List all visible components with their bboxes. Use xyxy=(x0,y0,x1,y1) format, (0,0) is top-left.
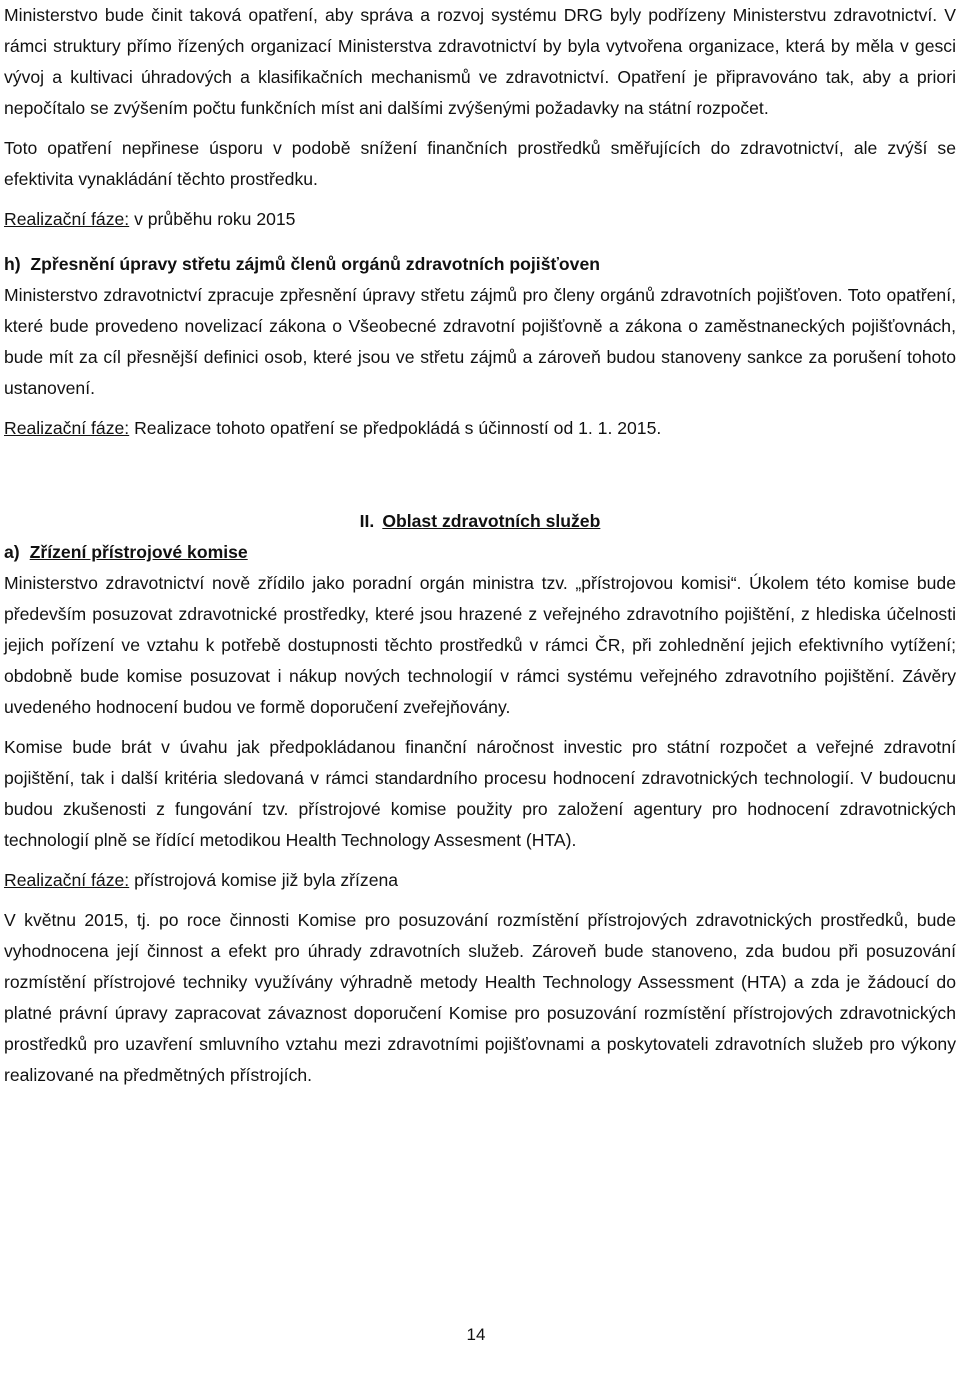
heading-h-label: h) xyxy=(4,254,21,274)
paragraph-evaluation: V květnu 2015, tj. po roce činnosti Komise pro posuzování rozmístění přístrojových zdravotnických prostředků, bude vyhodnocena její činnost a efekt pro úhrady zdravotních služeb. Zároveň bude stanoveno, zda budou při posuzování rozmístění přístrojové techniky využívány výhradně metody Health Technology Assessment (HTA) a zda je žádoucí do platné právní úpravy zapracovat závaznost doporučení Komise pro posuzování rozmístění přístrojových zdravotnických prostředků pro uzavření smluvního vztahu mezi zdravotními pojišťovnami a poskytovateli zdravotních služeb pro výkony realizované na předmětných přístrojích. xyxy=(4,910,956,1085)
phase-label: Realizační fáze: xyxy=(4,209,130,229)
phase-text: v průběhu roku 2015 xyxy=(129,209,296,229)
phase-line-1 xyxy=(4,204,956,235)
paragraph-hta: Komise bude brát v úvahu jak předpokládanou finanční náročnost investic pro státní rozpočet a veřejné zdravotní pojištění, tak i další kritéria sledovaná v rámci standardního procesu hodnocení zdravotnických technologií. V budoucnu budou zkušenosti z fungování tzv. přístrojové komise použity pro založení agentury pro hodnocení zdravotnických technologií plně se řídící metodikou Health Technology Assesment (HTA). xyxy=(4,737,956,850)
heading-h xyxy=(4,249,956,280)
phase-line-3 xyxy=(4,865,956,896)
paragraph-conflict-of-interest: Ministerstvo zdravotnictví zpracuje zpřesnění úpravy střetu zájmů pro členy orgánů zdravotních pojišťoven. Toto opatření, které bude provedeno novelizací zákona o Všeobecné zdravotní pojišťovně a zákona o zaměstnaneckých pojišťovnách, bude mít za cíl přesnější definici osob, které jsou ve střetu zájmů a zároveň budou stanoveny sankce za porušení tohoto ustanovení. xyxy=(4,285,956,398)
phase-text: Realizace tohoto opatření se předpokládá s účinností od 1. 1. 2015. xyxy=(129,418,662,438)
section-title-text: Oblast zdravotních služeb xyxy=(382,511,601,531)
section-title xyxy=(4,506,956,537)
paragraph-efficiency: Toto opatření nepřinese úsporu v podobě snížení finančních prostředků směřujících do zdravotnictví, ale zvýší se efektivita vynakládání těchto prostředku. xyxy=(4,138,956,189)
heading-h-text: Zpřesnění úpravy střetu zájmů členů orgánů zdravotních pojišťoven xyxy=(30,254,600,274)
document-page xyxy=(4,0,956,1373)
phase-line-2 xyxy=(4,413,956,444)
page-number: 14 xyxy=(466,1325,486,1344)
paragraph-commission: Ministerstvo zdravotnictví nově zřídilo jako poradní orgán ministra tzv. „přístrojovou komisi“. Úkolem této komise bude především posuzovat zdravotnické prostředky, které jsou hrazené z veřejného zdravotního pojištění, z hlediska účelnosti jejich pořízení ve vztahu k potřebě dostupnosti těchto prostředků v rámci ČR, při zohlednění jejich efektivního vytížení; obdobně bude komise posuzovat i nákup nových technologií v rámci systému veřejného zdravotního pojištění. Závěry uvedeného hodnocení budou ve formě doporučení zveřejňovány. xyxy=(4,573,956,717)
section-number: II. xyxy=(359,511,375,531)
heading-a-label: a) xyxy=(4,542,20,562)
phase-text: přístrojová komise již byla zřízena xyxy=(129,870,399,890)
phase-label: Realizační fáze: xyxy=(4,418,130,438)
phase-label: Realizační fáze: xyxy=(4,870,130,890)
paragraph-drg: Ministerstvo bude činit taková opatření, aby správa a rozvoj systému DRG byly podřízeny Ministerstvu zdravotnictví. V rámci struktury přímo řízených organizací Ministerstva zdravotnictví by byla vytvořena organizace, která by měla v gesci vývoj a kultivaci úhradových a klasifikačních mechanismů ve zdravotnictví. Opatření je připravováno tak, aby a priori nepočítalo se zvýšením počtu funkčních míst ani dalšími zvýšenými požadavky na státní rozpočet. xyxy=(4,5,956,118)
heading-a xyxy=(4,537,956,568)
heading-a-text: Zřízení přístrojové komise xyxy=(29,542,248,562)
